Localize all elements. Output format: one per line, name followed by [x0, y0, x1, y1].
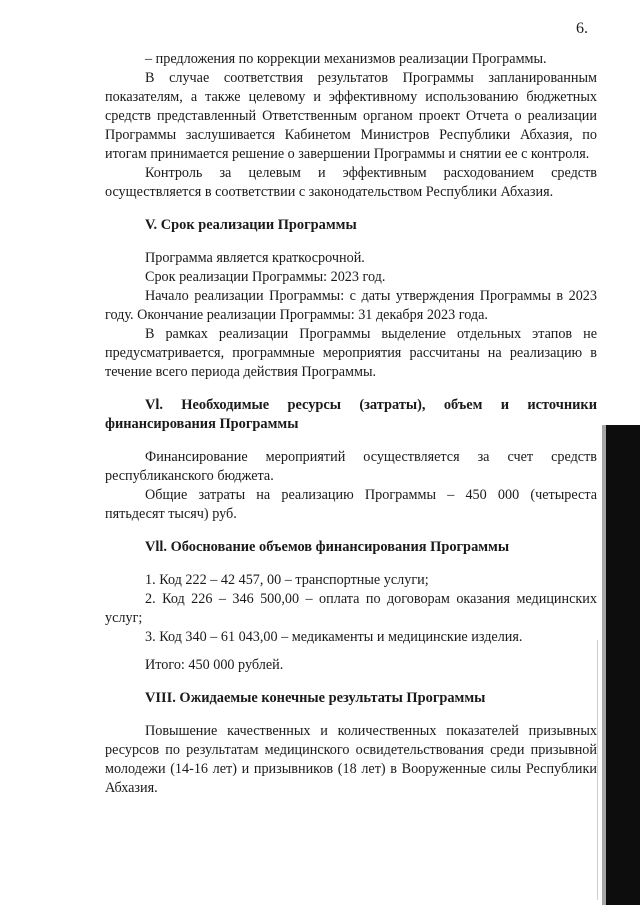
paragraph: В рамках реализации Программы выделение отдельных этапов не предусматривается, программные мероприятия рассчитаны на реализацию в течение всего периода действия Программы. — [105, 326, 597, 380]
paragraph: Повышение качественных и количественных показателей призывных ресурсов по результатам медицинского освидетельствования среди призывной молодежи (14-16 лет) и призывников (18 лет) в Вооруженные силы Республики Абхазия. — [105, 723, 597, 796]
list-item: 3. Код 340 – 61 043,00 – медикаменты и медицинские изделия. — [145, 629, 523, 645]
list-item: 1. Код 222 – 42 457, 00 – транспортные услуги; — [145, 572, 429, 588]
list-item: 2. Код 226 – 346 500,00 – оплата по договорам оказания медицинских услуг; — [105, 591, 597, 626]
paragraph: Контроль за целевым и эффективным расходованием средств осуществляется в соответствии с законодательством Республики Абхазия. — [105, 165, 597, 200]
section-heading: V. Срок реализации Программы — [145, 217, 357, 233]
paragraph: – предложения по коррекции механизмов реализации Программы. — [145, 51, 547, 67]
scan-dark-border — [606, 425, 640, 905]
section-heading: Vll. Обоснование объемов финансирования Программы — [145, 539, 510, 555]
total-line: Итого: 450 000 рублей. — [145, 657, 284, 673]
section-heading: VIII. Ожидаемые конечные результаты Программы — [145, 690, 486, 706]
paragraph: Начало реализации Программы: с даты утверждения Программы в 2023 году. Окончание реализации Программы: 31 декабря 2023 года. — [105, 288, 597, 323]
paragraph: Финансирование мероприятий осуществляется за счет средств республиканского бюджета. — [105, 449, 597, 484]
section-heading: Vl. Необходимые ресурсы (затраты), объем и источники финансирования Программы — [105, 397, 597, 432]
paragraph: Программа является краткосрочной. — [145, 250, 365, 266]
page-number: 6. — [576, 20, 588, 37]
document-body — [105, 50, 597, 798]
paragraph: Срок реализации Программы: 2023 год. — [145, 269, 386, 285]
paragraph: В случае соответствия результатов Программы запланированным показателям, а также целевому и эффективному использованию бюджетных средств представленный Ответственным органом проект Отчета о реализации Программы заслушивается Кабинетом Министров Республики Абхазия, по итогам принимается решение о завершении Программы и снятии ее с контроля. — [105, 70, 597, 162]
paragraph: Общие затраты на реализацию Программы – 450 000 (четыреста пятьдесят тысяч) руб. — [105, 487, 597, 522]
scan-shadow — [597, 640, 598, 900]
